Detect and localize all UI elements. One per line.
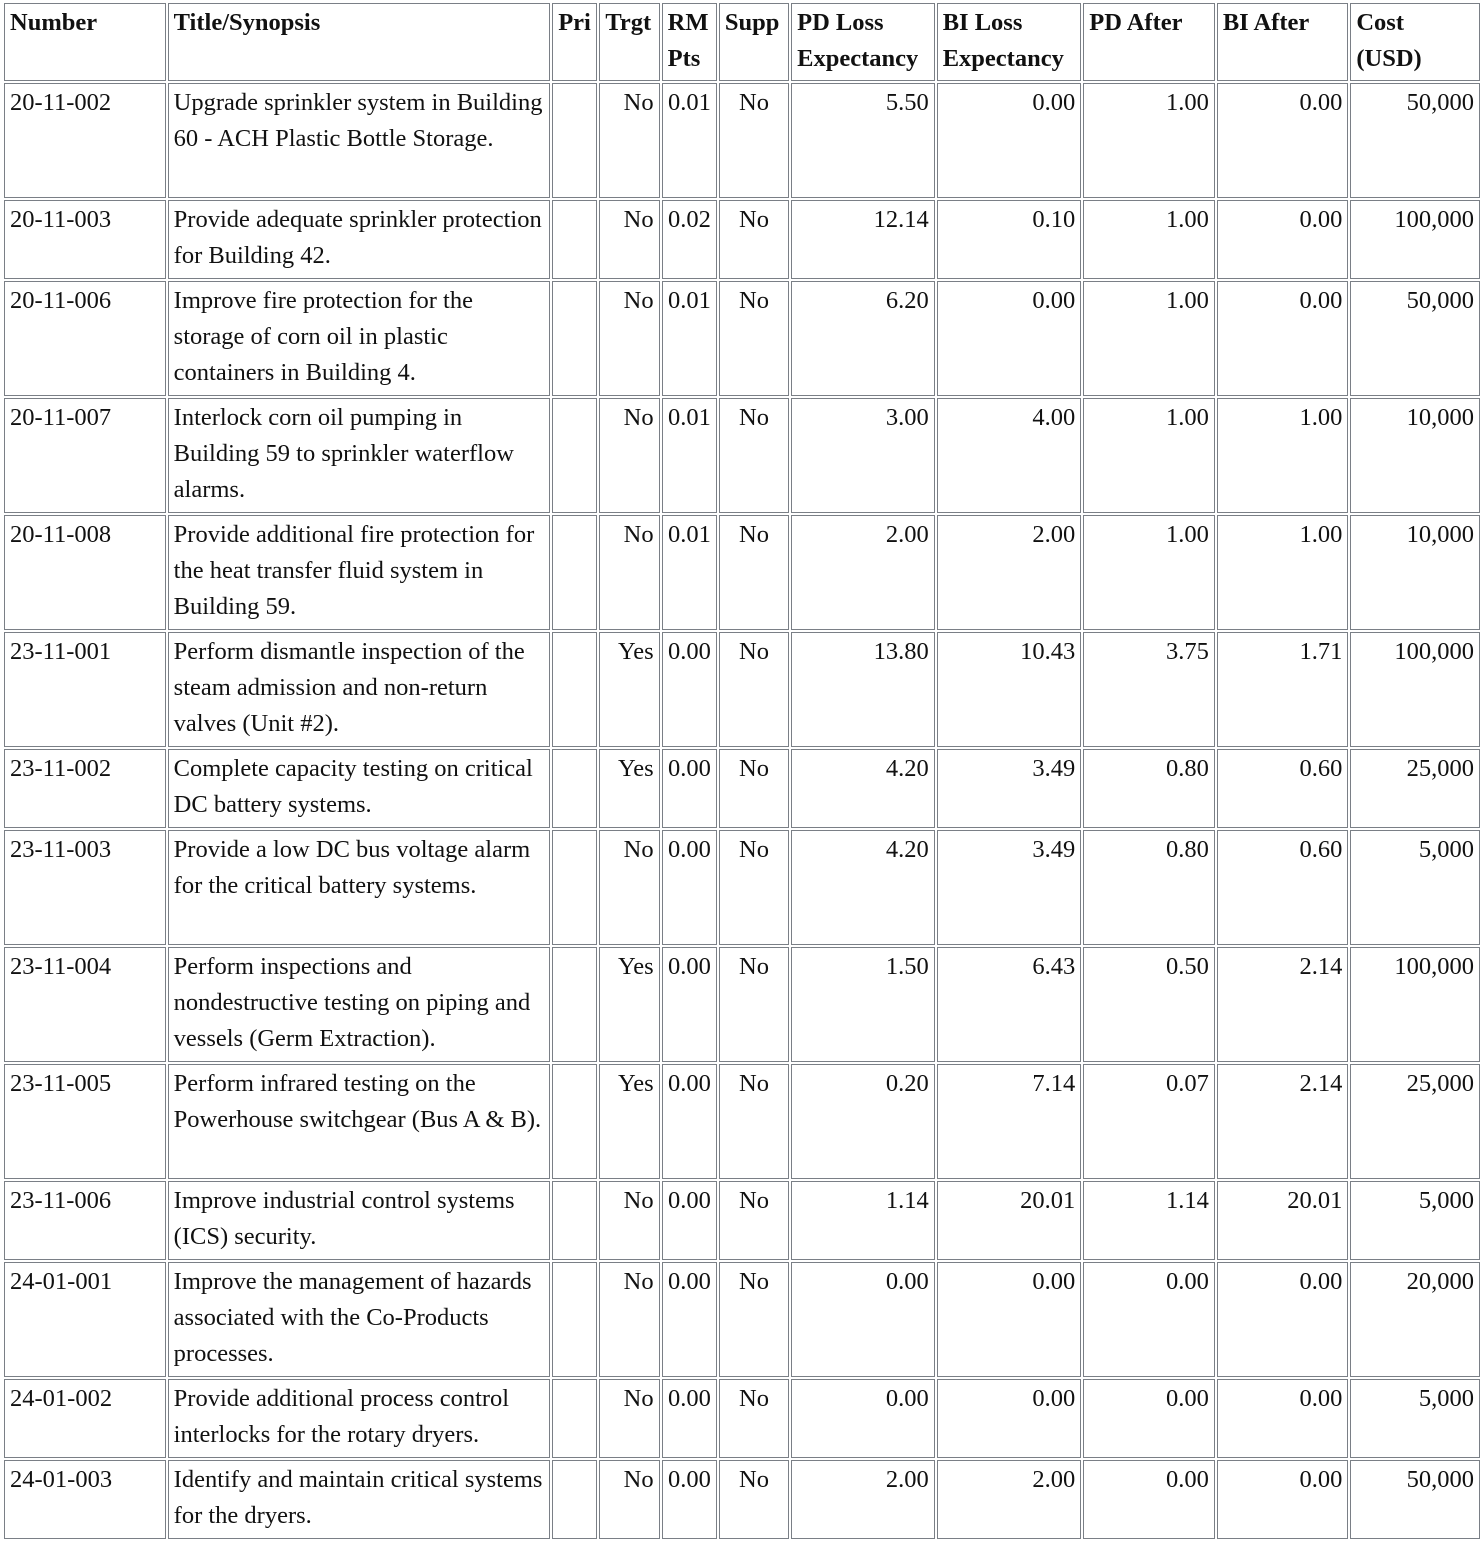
cell-pd-after: 0.00 (1083, 1379, 1215, 1458)
cell-trgt: No (599, 1181, 659, 1260)
header-trgt: Trgt (599, 3, 659, 81)
cell-pd-after: 0.00 (1083, 1460, 1215, 1539)
table-row (4, 1262, 1480, 1377)
cell-rm-pts: 0.00 (662, 947, 717, 1062)
cell-pd-loss: 1.50 (791, 947, 935, 1062)
cell-rm-pts: 0.00 (662, 1460, 717, 1539)
cell-bi-loss: 3.49 (937, 749, 1082, 828)
cell-pri (552, 1262, 597, 1377)
header-bi-loss: BI Loss Expectancy (937, 3, 1082, 81)
cell-title: Improve the management of hazards associated with the Co-Products processes. (168, 1262, 551, 1377)
cell-title: Provide adequate sprinkler protection for Building 42. (168, 200, 551, 279)
cell-pd-loss: 5.50 (791, 83, 935, 198)
table-row (4, 749, 1480, 828)
cell-pd-after: 1.00 (1083, 281, 1215, 396)
cell-trgt: Yes (599, 1064, 659, 1179)
cell-trgt: No (599, 830, 659, 945)
header-pri: Pri (552, 3, 597, 81)
cell-trgt: No (599, 1262, 659, 1377)
cell-trgt: No (599, 83, 659, 198)
cell-bi-after: 2.14 (1217, 1064, 1349, 1179)
cell-title: Perform inspections and nondestructive testing on piping and vessels (Germ Extraction). (168, 947, 551, 1062)
cell-bi-loss: 6.43 (937, 947, 1082, 1062)
cell-bi-loss: 3.49 (937, 830, 1082, 945)
cell-pri (552, 83, 597, 198)
cell-bi-loss: 0.10 (937, 200, 1082, 279)
cell-cost: 50,000 (1350, 83, 1480, 198)
cell-supp: No (719, 515, 789, 630)
cell-pd-loss: 12.14 (791, 200, 935, 279)
cell-pd-loss: 2.00 (791, 1460, 935, 1539)
cell-rm-pts: 0.01 (662, 398, 717, 513)
cell-pd-after: 1.00 (1083, 83, 1215, 198)
cell-pd-loss: 6.20 (791, 281, 935, 396)
cell-pd-loss: 13.80 (791, 632, 935, 747)
cell-cost: 5,000 (1350, 1181, 1480, 1260)
cell-supp: No (719, 830, 789, 945)
table-row (4, 830, 1480, 945)
cell-pd-after: 0.80 (1083, 749, 1215, 828)
cell-cost: 100,000 (1350, 200, 1480, 279)
table-row (4, 947, 1480, 1062)
table-row (4, 632, 1480, 747)
cell-cost: 100,000 (1350, 632, 1480, 747)
cell-bi-loss: 20.01 (937, 1181, 1082, 1260)
cell-bi-after: 0.00 (1217, 281, 1349, 396)
header-pd-after: PD After (1083, 3, 1215, 81)
cell-rm-pts: 0.00 (662, 632, 717, 747)
cell-pd-after: 1.00 (1083, 515, 1215, 630)
cell-pd-after: 0.07 (1083, 1064, 1215, 1179)
cell-pd-loss: 4.20 (791, 749, 935, 828)
header-row (4, 3, 1480, 81)
cell-cost: 100,000 (1350, 947, 1480, 1062)
cell-title: Provide a low DC bus voltage alarm for the critical battery systems. (168, 830, 551, 945)
cell-pri (552, 830, 597, 945)
cell-pd-loss: 4.20 (791, 830, 935, 945)
cell-number: 20-11-002 (4, 83, 166, 198)
cell-trgt: No (599, 200, 659, 279)
table-row (4, 515, 1480, 630)
cell-bi-after: 0.00 (1217, 1460, 1349, 1539)
cell-number: 20-11-008 (4, 515, 166, 630)
cell-bi-after: 1.71 (1217, 632, 1349, 747)
cell-bi-after: 20.01 (1217, 1181, 1349, 1260)
cell-bi-loss: 0.00 (937, 1379, 1082, 1458)
cell-bi-after: 2.14 (1217, 947, 1349, 1062)
cell-cost: 50,000 (1350, 1460, 1480, 1539)
cell-number: 24-01-003 (4, 1460, 166, 1539)
header-title: Title/Synopsis (168, 3, 551, 81)
cell-pd-loss: 0.20 (791, 1064, 935, 1179)
cell-pd-after: 1.00 (1083, 398, 1215, 513)
cell-supp: No (719, 749, 789, 828)
cell-pri (552, 1181, 597, 1260)
table-row (4, 281, 1480, 396)
cell-cost: 25,000 (1350, 1064, 1480, 1179)
table-body (4, 83, 1480, 1539)
table-row (4, 1379, 1480, 1458)
cell-rm-pts: 0.00 (662, 1064, 717, 1179)
cell-supp: No (719, 281, 789, 396)
header-number: Number (4, 3, 166, 81)
cell-title: Upgrade sprinkler system in Building 60 - ACH Plastic Bottle Storage. (168, 83, 551, 198)
cell-pri (552, 749, 597, 828)
cell-number: 23-11-003 (4, 830, 166, 945)
cell-supp: No (719, 1460, 789, 1539)
cell-trgt: No (599, 281, 659, 396)
cell-title: Identify and maintain critical systems for the dryers. (168, 1460, 551, 1539)
cell-bi-after: 0.00 (1217, 83, 1349, 198)
cell-title: Interlock corn oil pumping in Building 59 to sprinkler waterflow alarms. (168, 398, 551, 513)
cell-rm-pts: 0.01 (662, 515, 717, 630)
cell-rm-pts: 0.00 (662, 830, 717, 945)
cell-bi-loss: 0.00 (937, 1262, 1082, 1377)
cell-bi-after: 0.00 (1217, 1262, 1349, 1377)
cell-cost: 10,000 (1350, 398, 1480, 513)
cell-pd-loss: 0.00 (791, 1262, 935, 1377)
table-row (4, 1460, 1480, 1539)
table-row (4, 1064, 1480, 1179)
cell-bi-after: 0.00 (1217, 1379, 1349, 1458)
cell-title: Improve fire protection for the storage of corn oil in plastic containers in Building 4. (168, 281, 551, 396)
cell-cost: 5,000 (1350, 830, 1480, 945)
cell-supp: No (719, 1181, 789, 1260)
cell-supp: No (719, 200, 789, 279)
cell-number: 20-11-007 (4, 398, 166, 513)
cell-bi-after: 0.00 (1217, 200, 1349, 279)
cell-number: 24-01-002 (4, 1379, 166, 1458)
cell-rm-pts: 0.02 (662, 200, 717, 279)
cell-bi-loss: 7.14 (937, 1064, 1082, 1179)
cell-number: 23-11-005 (4, 1064, 166, 1179)
header-pd-loss: PD Loss Expectancy (791, 3, 935, 81)
cell-pri (552, 281, 597, 396)
cell-trgt: Yes (599, 947, 659, 1062)
cell-supp: No (719, 83, 789, 198)
cell-pri (552, 632, 597, 747)
cell-supp: No (719, 1262, 789, 1377)
cell-number: 20-11-003 (4, 200, 166, 279)
cell-supp: No (719, 632, 789, 747)
cell-supp: No (719, 947, 789, 1062)
cell-cost: 50,000 (1350, 281, 1480, 396)
cell-pri (552, 200, 597, 279)
cell-cost: 5,000 (1350, 1379, 1480, 1458)
cell-pd-after: 0.80 (1083, 830, 1215, 945)
cell-trgt: No (599, 1379, 659, 1458)
cell-pd-loss: 3.00 (791, 398, 935, 513)
header-cost: Cost (USD) (1350, 3, 1480, 81)
header-supp: Supp (719, 3, 789, 81)
cell-rm-pts: 0.00 (662, 1379, 717, 1458)
cell-trgt: No (599, 398, 659, 513)
cell-cost: 10,000 (1350, 515, 1480, 630)
cell-title: Provide additional process control interlocks for the rotary dryers. (168, 1379, 551, 1458)
cell-cost: 20,000 (1350, 1262, 1480, 1377)
cell-pd-after: 1.14 (1083, 1181, 1215, 1260)
cell-rm-pts: 0.00 (662, 1181, 717, 1260)
cell-bi-after: 1.00 (1217, 515, 1349, 630)
cell-rm-pts: 0.00 (662, 749, 717, 828)
cell-bi-after: 0.60 (1217, 830, 1349, 945)
cell-pd-after: 3.75 (1083, 632, 1215, 747)
table-row (4, 398, 1480, 513)
header-rm-pts: RM Pts (662, 3, 717, 81)
cell-cost: 25,000 (1350, 749, 1480, 828)
cell-pd-after: 0.50 (1083, 947, 1215, 1062)
cell-pri (552, 947, 597, 1062)
cell-supp: No (719, 1379, 789, 1458)
cell-bi-after: 1.00 (1217, 398, 1349, 513)
cell-title: Improve industrial control systems (ICS) security. (168, 1181, 551, 1260)
table-row (4, 83, 1480, 198)
cell-number: 23-11-006 (4, 1181, 166, 1260)
cell-pd-loss: 0.00 (791, 1379, 935, 1458)
recommendations-table (2, 1, 1481, 1541)
cell-trgt: Yes (599, 632, 659, 747)
cell-supp: No (719, 398, 789, 513)
cell-trgt: No (599, 515, 659, 630)
cell-title: Perform infrared testing on the Powerhouse switchgear (Bus A & B). (168, 1064, 551, 1179)
cell-title: Complete capacity testing on critical DC battery systems. (168, 749, 551, 828)
cell-pri (552, 1460, 597, 1539)
cell-pri (552, 515, 597, 630)
cell-bi-loss: 2.00 (937, 515, 1082, 630)
cell-bi-after: 0.60 (1217, 749, 1349, 828)
cell-title: Provide additional fire protection for the heat transfer fluid system in Building 59. (168, 515, 551, 630)
cell-pri (552, 398, 597, 513)
cell-number: 20-11-006 (4, 281, 166, 396)
cell-rm-pts: 0.01 (662, 281, 717, 396)
cell-pri (552, 1379, 597, 1458)
cell-number: 23-11-002 (4, 749, 166, 828)
cell-pd-after: 1.00 (1083, 200, 1215, 279)
cell-bi-loss: 0.00 (937, 83, 1082, 198)
cell-bi-loss: 2.00 (937, 1460, 1082, 1539)
table-row (4, 200, 1480, 279)
cell-rm-pts: 0.01 (662, 83, 717, 198)
cell-trgt: No (599, 1460, 659, 1539)
cell-bi-loss: 0.00 (937, 281, 1082, 396)
cell-supp: No (719, 1064, 789, 1179)
cell-rm-pts: 0.00 (662, 1262, 717, 1377)
cell-bi-loss: 10.43 (937, 632, 1082, 747)
cell-pd-loss: 1.14 (791, 1181, 935, 1260)
cell-number: 23-11-004 (4, 947, 166, 1062)
cell-number: 23-11-001 (4, 632, 166, 747)
table-row (4, 1181, 1480, 1260)
cell-number: 24-01-001 (4, 1262, 166, 1377)
cell-pd-loss: 2.00 (791, 515, 935, 630)
header-bi-after: BI After (1217, 3, 1349, 81)
cell-pd-after: 0.00 (1083, 1262, 1215, 1377)
cell-title: Perform dismantle inspection of the steam admission and non-return valves (Unit #2). (168, 632, 551, 747)
cell-trgt: Yes (599, 749, 659, 828)
cell-pri (552, 1064, 597, 1179)
cell-bi-loss: 4.00 (937, 398, 1082, 513)
